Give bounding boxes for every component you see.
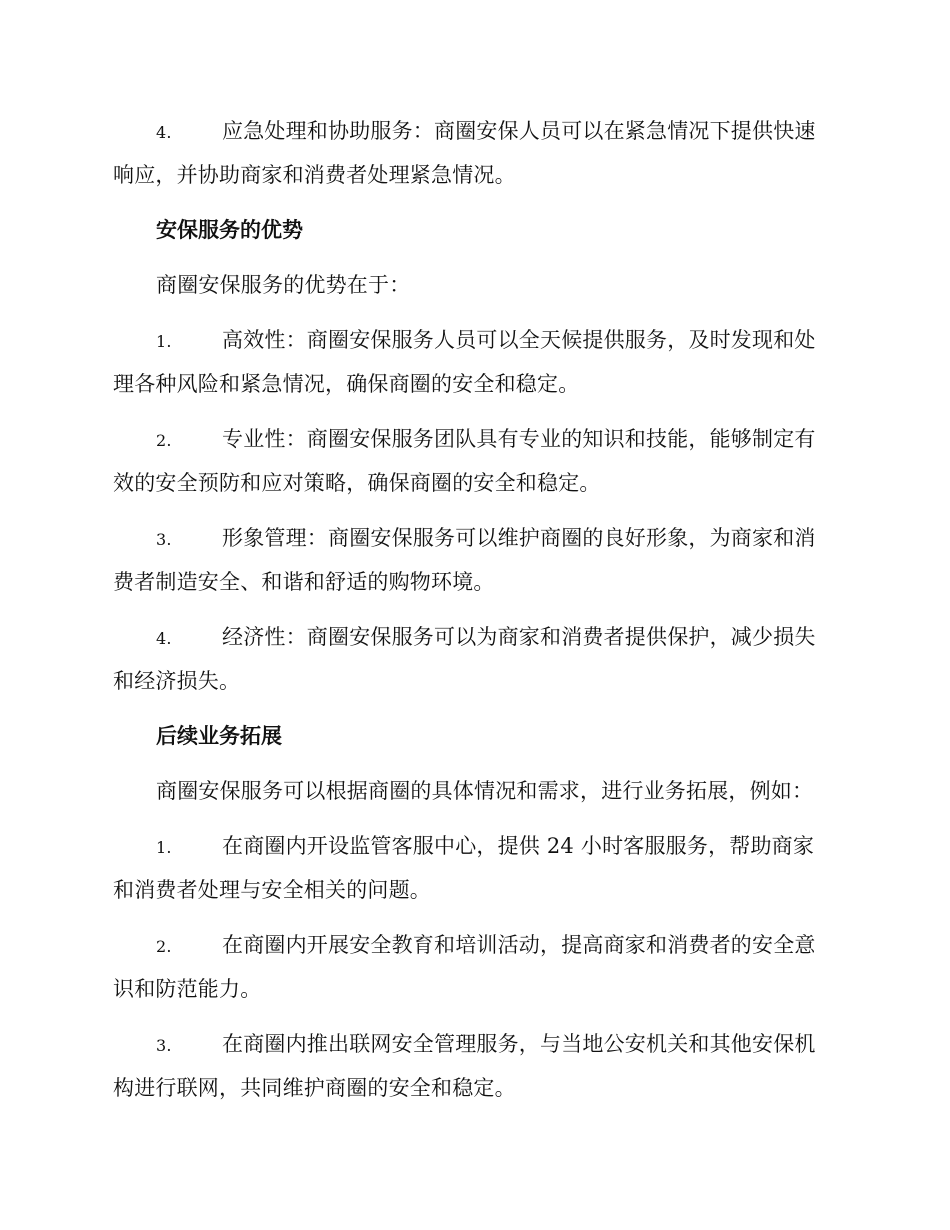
list-item-economy	[113, 616, 834, 703]
expansion-lead: 商圈安保服务可以根据商圈的具体情况和需求，进行业务拓展，例如：	[156, 779, 814, 803]
list-item-service-center	[113, 825, 834, 912]
section-heading-advantages: 安保服务的优势	[156, 218, 303, 242]
list-number: 2.	[156, 937, 172, 956]
section-heading-expansion: 后续业务拓展	[156, 724, 282, 748]
list-item-efficiency	[113, 319, 834, 406]
list-item-text: 专业性：商圈安保服务团队具有专业的知识和技能，能够制定有效的安全预防和应对策略，确保商圈的安全和稳定。	[113, 427, 816, 495]
list-number: 1.	[156, 838, 172, 857]
list-number: 1.	[156, 332, 172, 351]
list-item-emergency-service	[113, 110, 834, 197]
list-item-image-management	[113, 517, 834, 604]
list-item-text: 在商圈内开设监管客服中心，提供 24 小时客服服务，帮助商家和消费者处理与安全相关的问题。	[113, 834, 815, 902]
list-number: 3.	[156, 530, 172, 549]
list-item-text: 在商圈内开展安全教育和培训活动，提高商家和消费者的安全意识和防范能力。	[113, 933, 816, 1001]
list-number: 4.	[156, 123, 172, 142]
list-item-text: 高效性：商圈安保服务人员可以全天候提供服务，及时发现和处理各种风险和紧急情况，确保商圈的安全和稳定。	[113, 328, 816, 396]
list-item-professionalism	[113, 418, 834, 505]
list-item-text: 经济性：商圈安保服务可以为商家和消费者提供保护，减少损失和经济损失。	[113, 625, 816, 693]
advantages-lead: 商圈安保服务的优势在于：	[156, 273, 411, 297]
list-number: 3.	[156, 1036, 172, 1055]
list-item-text: 应急处理和协助服务：商圈安保人员可以在紧急情况下提供快速响应，并协助商家和消费者处理紧急情况。	[113, 119, 816, 187]
list-item-text: 形象管理：商圈安保服务可以维护商圈的良好形象，为商家和消费者制造安全、和谐和舒适的购物环境。	[113, 526, 816, 594]
list-number: 4.	[156, 629, 172, 648]
list-number: 2.	[156, 431, 172, 450]
list-item-text: 在商圈内推出联网安全管理服务，与当地公安机关和其他安保机构进行联网，共同维护商圈的安全和稳定。	[113, 1032, 816, 1100]
list-item-networked-security	[113, 1023, 834, 1110]
list-item-safety-training	[113, 924, 834, 1011]
